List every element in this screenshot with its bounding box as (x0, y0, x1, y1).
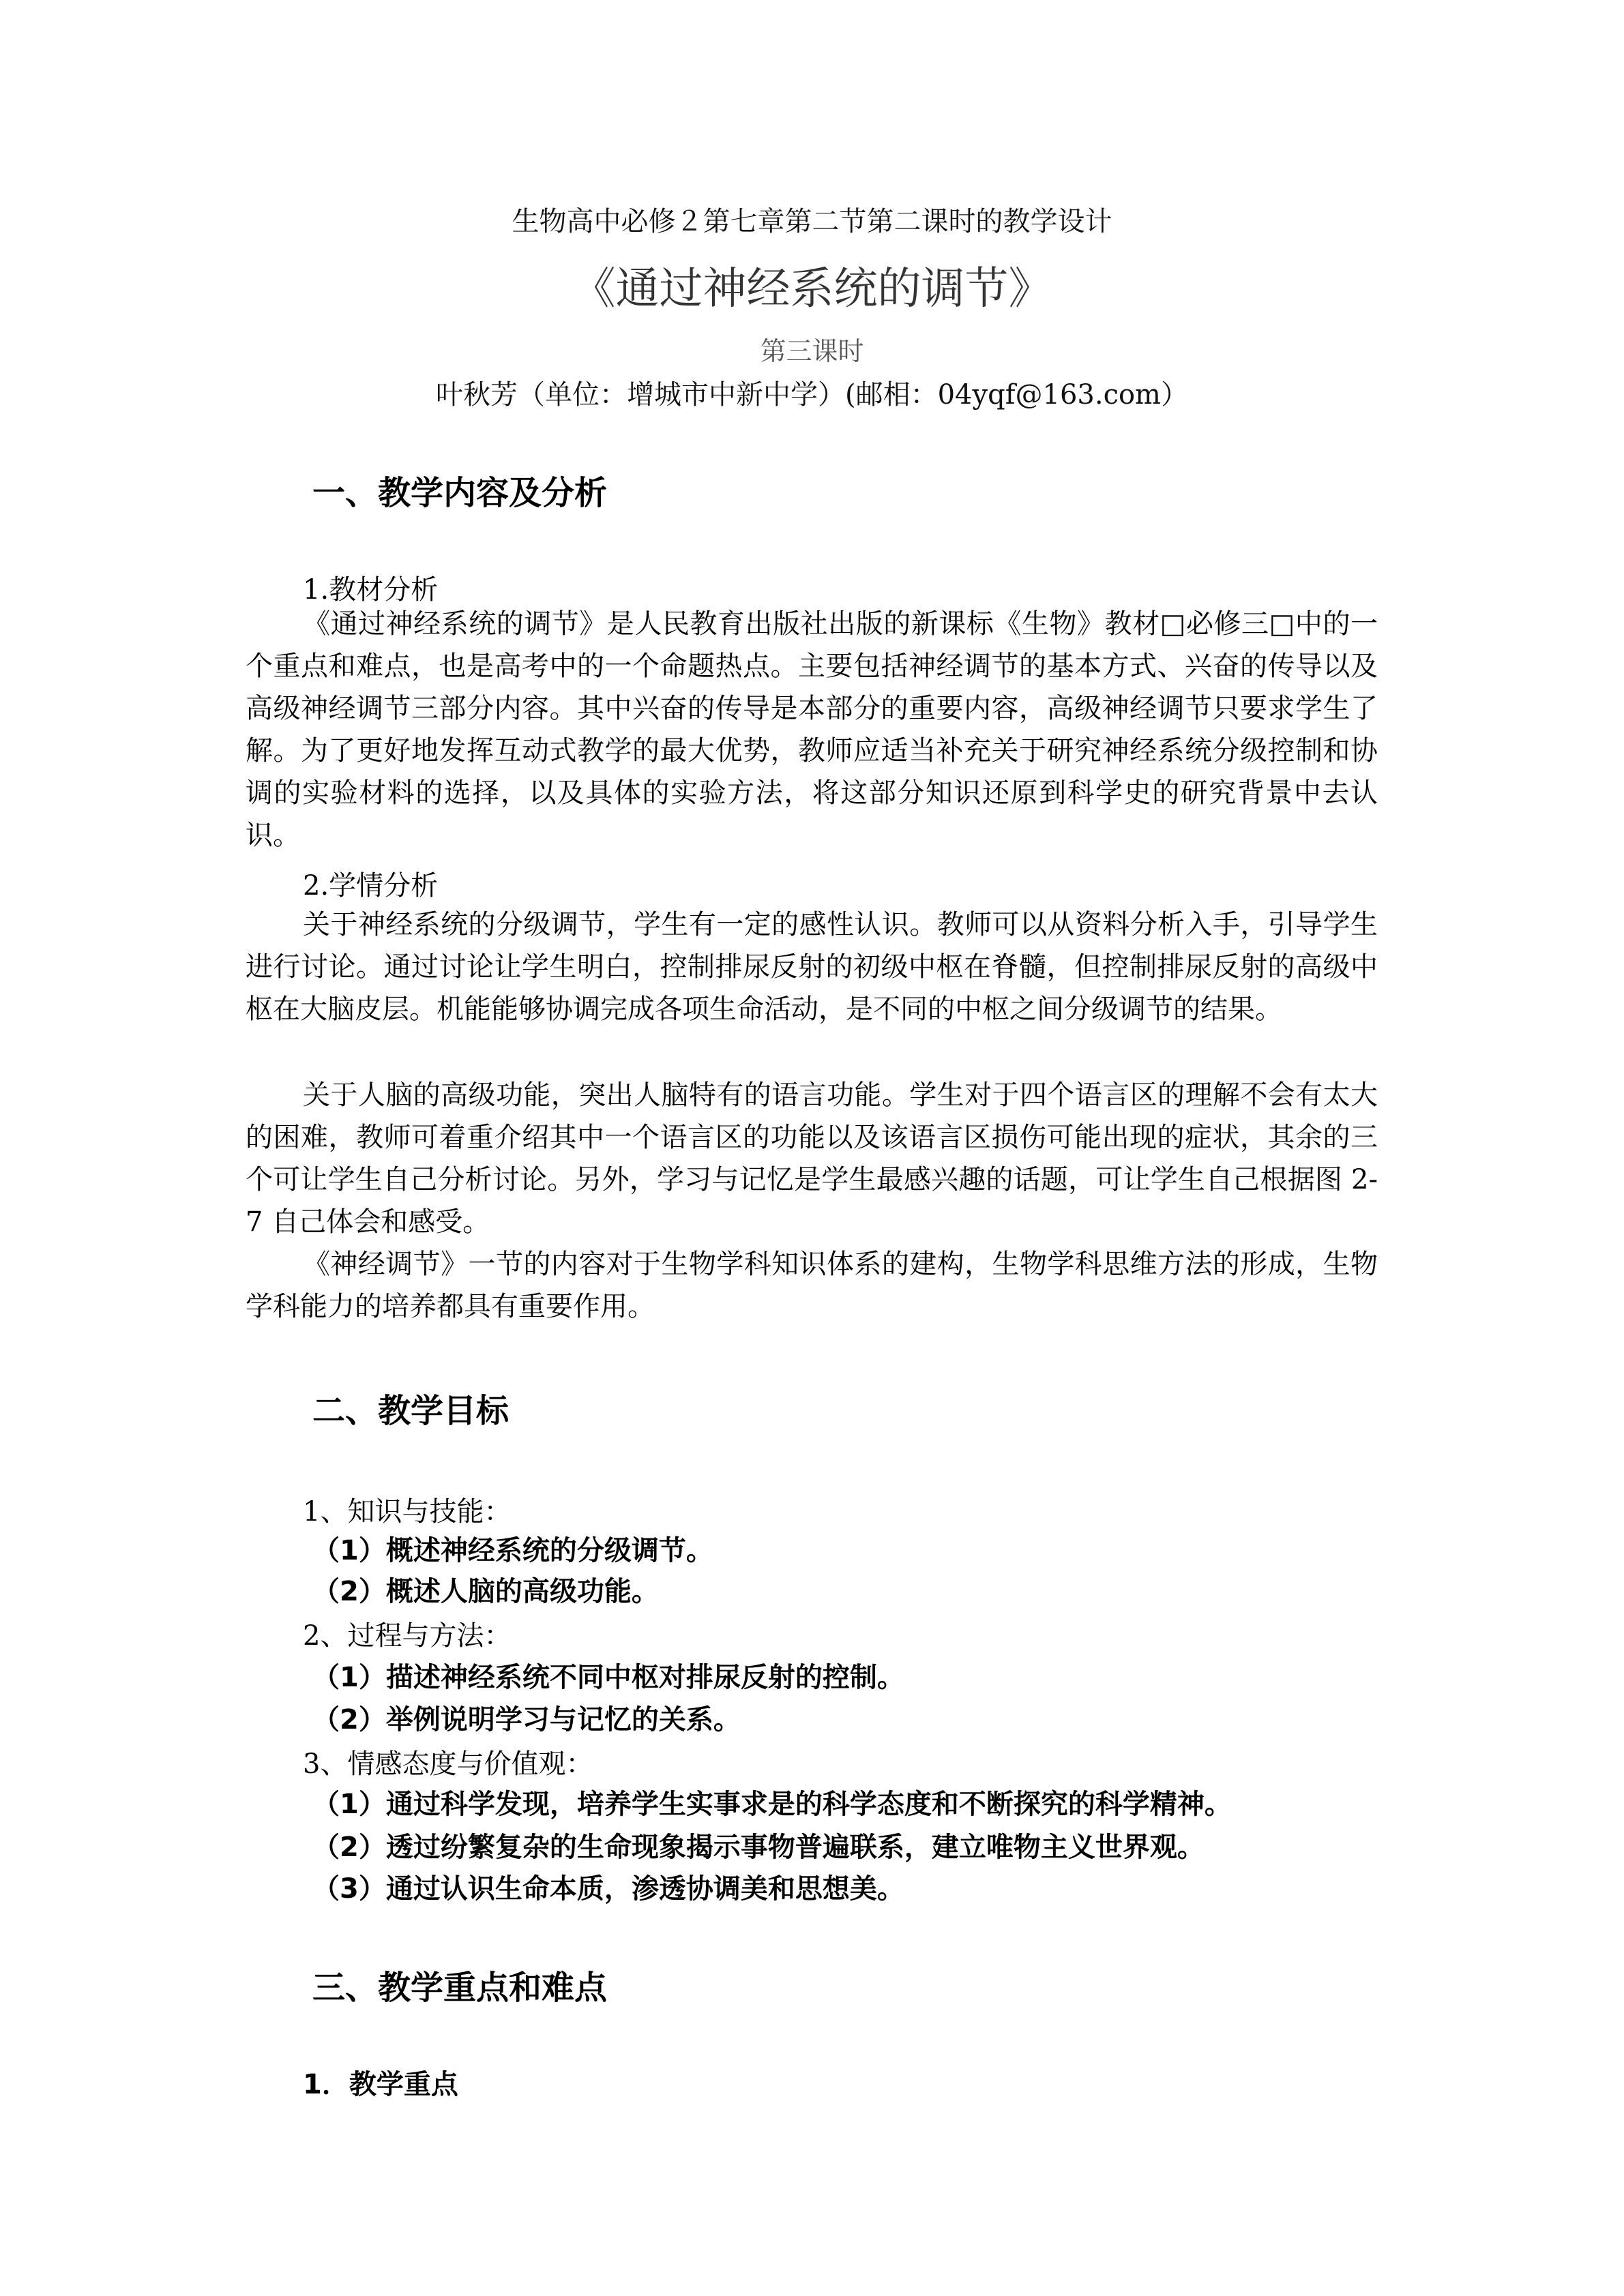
section-heading-key-points: 三、教学重点和难点 (312, 1969, 608, 2007)
paragraph-student-analysis-2: 关于人脑的高级功能，突出人脑特有的语言功能。学生对于四个语言区的理解不会有太大的困难，教师可着重介绍其中一个语言区的功能以及该语言区损伤可能出现的症状，其余的三个可让学生自己分析讨论。另外，学习与记忆是学生最感兴趣的话题，可让学生自己根据图 2-7 自己体会和感受。 (246, 1079, 1378, 1238)
author-line: 叶秋芳（单位：增城市中新中学）(邮相：04yqf@163.com） (436, 379, 1188, 411)
goal-group-knowledge-label: 1、知识与技能： (303, 1496, 512, 1527)
section-heading-teaching-goals: 二、教学目标 (312, 1392, 510, 1430)
document-subtitle: 生物高中必修２第七章第二节第二课时的教学设计 (512, 206, 1112, 237)
paragraph-textbook-analysis: 《通过神经系统的调节》是人民教育出版社出版的新课标《生物》教材□必修三□中的一个重点和难点，也是高考中的一个命题热点。主要包括神经调节的基本方式、兴奋的传导以及高级神经调节三部分内容。其中兴奋的传导是本部分的重要内容，高级神经调节只要求学生了解。为了更好地发挥互动式教学的最大优势，教师应适当补充关于研究神经系统分级控制和协调的实验材料的选择，以及具体的实验方法，将这部分知识还原到科学史的研究背景中去认识。 (246, 608, 1378, 851)
goal-item: （2）举例说明学习与记忆的关系。 (312, 1704, 741, 1735)
goal-group-values-label: 3、情感态度与价值观： (303, 1748, 593, 1780)
goal-item: （1）描述神经系统不同中枢对排尿反射的控制。 (312, 1662, 904, 1693)
goal-item: （2）透过纷繁复杂的生命现象揭示事物普遍联系，建立唯物主义世界观。 (312, 1832, 1205, 1863)
paragraph-student-analysis-3: 《神经调节》一节的内容对于生物学科知识体系的建构，生物学科思维方法的形成，生物学科能力的培养都具有重要作用。 (246, 1249, 1378, 1322)
goal-item: （1）通过科学发现，培养学生实事求是的科学态度和不断探究的科学精神。 (312, 1789, 1232, 1820)
goal-item: （3）通过认识生命本质，渗透协调美和思想美。 (312, 1873, 904, 1905)
goal-item: （1）概述神经系统的分级调节。 (312, 1535, 713, 1566)
lesson-label: 第三课时 (760, 336, 864, 366)
subheading-student-analysis: 2.学情分析 (303, 870, 439, 901)
subheading-textbook-analysis: 1.教材分析 (303, 574, 439, 606)
paragraph-student-analysis-1: 关于神经系统的分级调节，学生有一定的感性认识。教师可以从资料分析入手，引导学生进行讨论。通过讨论让学生明白，控制排尿反射的初级中枢在脊髓，但控制排尿反射的高级中枢在大脑皮层。机能能够协调完成各项生命活动，是不同的中枢之间分级调节的结果。 (246, 909, 1378, 1025)
goal-item: （2）概述人脑的高级功能。 (312, 1576, 659, 1607)
subheading-key-points: 1．教学重点 (303, 2069, 458, 2100)
document-title: 《通过神经系统的调节》 (572, 264, 1052, 314)
section-heading-content-analysis: 一、教学内容及分析 (312, 474, 608, 512)
goal-group-process-label: 2、过程与方法： (303, 1620, 512, 1652)
